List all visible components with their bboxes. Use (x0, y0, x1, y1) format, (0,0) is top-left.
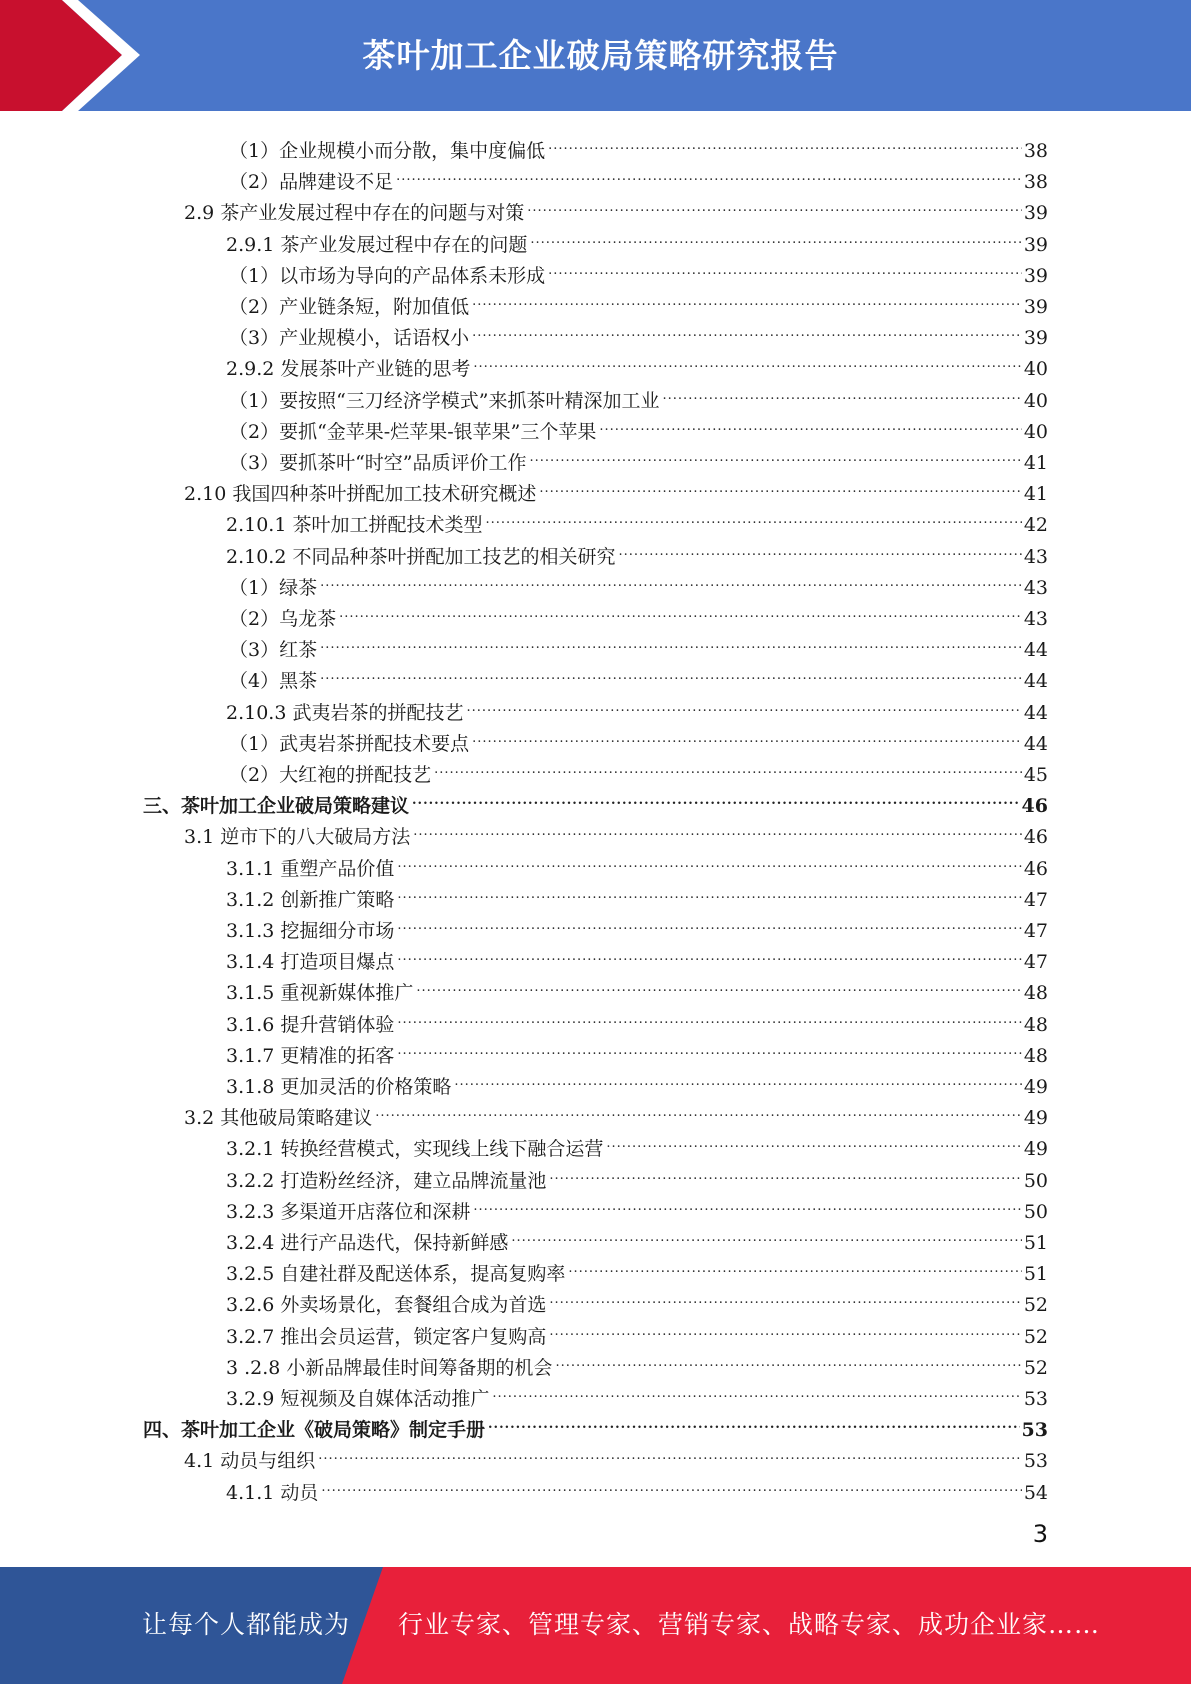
toc-entry[interactable] (226, 1280, 1048, 1317)
toc-entry-page: 43 (1023, 545, 1048, 568)
toc-leader-dots (416, 968, 1021, 999)
toc-entry-page: 43 (1023, 576, 1048, 599)
toc-entry-label: 3.1.5 重视新媒体推广 (226, 982, 414, 1005)
toc-entry[interactable] (226, 1468, 1048, 1504)
toc-entry-page: 52 (1023, 1356, 1048, 1379)
toc-entry-label: 2.10.1 茶叶加工拼配技术类型 (226, 514, 483, 537)
toc-leader-dots (397, 937, 1021, 968)
toc-entry[interactable] (226, 1000, 1048, 1036)
toc-entry-page: 42 (1023, 514, 1048, 537)
page-number: 3 (1032, 1520, 1048, 1548)
toc-leader-dots (320, 625, 1022, 656)
toc-entry-page: 53 (1021, 1419, 1048, 1442)
toc-entry[interactable] (229, 282, 1048, 318)
toc-entry-label: 3.2.9 短视频及自媒体活动推广 (226, 1388, 490, 1410)
toc-entry-page: 44 (1023, 670, 1048, 693)
toc-entry-label: 3.2.7 推出会员运营，锁定客户复购高 (226, 1325, 547, 1348)
toc-leader-dots (472, 282, 1022, 313)
toc-leader-dots (397, 875, 1021, 906)
toc-leader-dots (339, 594, 1022, 625)
toc-entry[interactable] (229, 563, 1048, 599)
toc-entry-label: 2.9 茶产业发展过程中存在的问题与对策 (184, 202, 525, 225)
toc-entry-page: 48 (1023, 982, 1048, 1005)
toc-entry-page: 39 (1023, 202, 1048, 225)
toc-entry[interactable] (226, 968, 1048, 1005)
toc-entry-label: 4.1 动员与组织 (184, 1450, 316, 1473)
toc-entry-label: 3.1.6 提升营销体验 (226, 1013, 395, 1036)
toc-entry-page: 46 (1021, 795, 1048, 818)
toc-entry[interactable] (226, 1343, 1048, 1379)
toc-entry[interactable] (143, 1405, 1048, 1442)
toc-leader-dots (511, 1218, 1021, 1249)
toc-entry[interactable] (143, 781, 1048, 818)
toc-leader-dots (492, 1374, 1021, 1405)
toc-entry-page: 39 (1023, 264, 1048, 287)
toc-entry-page: 44 (1023, 701, 1048, 724)
toc-leader-dots (549, 1312, 1021, 1343)
toc-entry-label: （2）品牌建设不足 (229, 171, 394, 194)
toc-entry-page: 53 (1023, 1388, 1048, 1410)
toc-entry[interactable] (226, 532, 1048, 568)
toc-entry-page: 43 (1023, 608, 1048, 630)
toc-leader-dots (548, 126, 1022, 157)
toc-leader-dots (434, 750, 1022, 781)
toc-entry-label: 三、茶叶加工企业破局策略建议 (143, 795, 410, 818)
toc-entry[interactable] (229, 438, 1048, 474)
toc-entry-label: 3.2.1 转换经营模式，实现线上线下融合运营 (226, 1138, 604, 1161)
toc-entry-page: 39 (1023, 233, 1048, 256)
toc-entry-label: 3 .2.8 小新品牌最佳时间筹备期的机会 (226, 1356, 553, 1379)
toc-entry[interactable] (229, 407, 1048, 443)
toc-entry-page: 46 (1023, 857, 1048, 880)
toc-entry[interactable] (226, 1031, 1048, 1067)
toc-entry-page: 54 (1023, 1481, 1048, 1504)
toc-entry[interactable] (229, 376, 1048, 412)
toc-entry-label: （1）要按照“三刀经济学模式”来抓茶叶精深加工业 (229, 389, 660, 412)
toc-leader-dots (485, 500, 1021, 531)
toc-leader-dots (375, 1093, 1022, 1124)
toc-entry-label: （3）红茶 (229, 639, 318, 662)
toc-entry-label: 2.9.2 发展茶叶产业链的思考 (226, 358, 471, 381)
toc-entry[interactable] (229, 750, 1048, 786)
toc-entry[interactable] (229, 625, 1048, 662)
toc-entry-label: 3.2.6 外卖场景化，套餐组合成为首选 (226, 1294, 547, 1317)
toc-entry-label: （4）黑茶 (229, 670, 318, 693)
toc-entry-label: 3.1 逆市下的八大破局方法 (184, 826, 411, 849)
toc-entry[interactable] (226, 1187, 1048, 1223)
toc-entry[interactable] (229, 594, 1048, 630)
toc-entry-page: 49 (1023, 1107, 1048, 1130)
toc-entry[interactable] (226, 906, 1048, 942)
toc-entry-label: 3.1.1 重塑产品价值 (226, 857, 395, 880)
toc-entry-page: 47 (1023, 888, 1048, 911)
toc-entry-page: 44 (1023, 639, 1048, 662)
toc-entry-page: 38 (1023, 140, 1048, 162)
toc-entry[interactable] (229, 157, 1048, 194)
toc-entry[interactable] (229, 656, 1048, 693)
toc-leader-dots (454, 1062, 1021, 1093)
toc-leader-dots (549, 1156, 1021, 1187)
toc-entry-label: （3）产业规模小，话语权小 (229, 327, 470, 350)
toc-entry-page: 52 (1023, 1325, 1048, 1348)
toc-entry[interactable] (226, 1374, 1048, 1410)
document-title: 茶叶加工企业破局策略研究报告 (362, 36, 839, 75)
toc-entry-label: 4.1.1 动员 (226, 1481, 319, 1504)
toc-entry-label: （1）以市场为导向的产品体系未形成 (229, 264, 546, 287)
toc-entry-label: 四、茶叶加工企业《破局策略》制定手册 (143, 1419, 486, 1442)
toc-entry-label: 2.10.2 不同品种茶叶拼配加工技艺的相关研究 (226, 545, 616, 568)
toc-entry[interactable] (184, 812, 1048, 849)
toc-entry-page: 46 (1023, 826, 1048, 849)
toc-entry-page: 48 (1023, 1044, 1048, 1067)
page-footer (0, 1567, 1191, 1684)
toc-entry-page: 50 (1023, 1200, 1048, 1223)
toc-leader-dots (530, 220, 1021, 251)
toc-entry[interactable] (226, 220, 1048, 256)
toc-entry-label: （2）大红袍的拼配技艺 (229, 764, 432, 786)
toc-entry-page: 41 (1023, 483, 1048, 506)
toc-entry-page: 39 (1023, 327, 1048, 350)
toc-entry-label: 3.1.7 更精准的拓客 (226, 1044, 395, 1067)
toc-entry-label: 2.10.3 武夷岩茶的拼配技艺 (226, 701, 464, 724)
toc-entry-label: 3.1.3 挖掘细分市场 (226, 920, 395, 942)
toc-leader-dots (397, 1000, 1021, 1031)
footer-slogan-left: 让每个人都能成为 (142, 1610, 351, 1639)
toc-entry[interactable] (226, 1156, 1048, 1192)
toc-entry-label: （3）要抓茶叶“时空”品质评价工作 (229, 452, 527, 474)
toc-entry-page: 51 (1023, 1232, 1048, 1254)
toc-leader-dots (473, 344, 1021, 375)
toc-entry[interactable] (226, 1062, 1048, 1098)
toc-entry-label: （1）绿茶 (229, 576, 318, 599)
toc-entry-page: 49 (1023, 1076, 1048, 1098)
toc-entry-label: 2.9.1 茶产业发展过程中存在的问题 (226, 233, 528, 256)
toc-entry-label: （1）企业规模小而分散，集中度偏低 (229, 140, 546, 162)
toc-entry-page: 40 (1023, 389, 1048, 412)
toc-entry-page: 41 (1023, 452, 1048, 474)
toc-entry[interactable] (226, 1124, 1048, 1161)
toc-entry-label: （2）要抓“金苹果-烂苹果-银苹果”三个苹果 (229, 420, 597, 443)
toc-leader-dots (618, 532, 1021, 563)
toc-leader-dots (527, 188, 1022, 219)
toc-leader-dots (539, 469, 1021, 500)
toc-leader-dots (396, 157, 1022, 188)
toc-entry[interactable] (229, 126, 1048, 162)
toc-entry-page: 49 (1023, 1138, 1048, 1161)
toc-entry-page: 45 (1023, 764, 1048, 786)
toc-leader-dots (413, 812, 1022, 843)
toc-leader-dots (599, 407, 1021, 438)
toc-leader-dots (397, 1031, 1021, 1062)
toc-entry-label: （2）乌龙茶 (229, 608, 337, 630)
toc-entry-label: 3.2.2 打造粉丝经济，建立品牌流量池 (226, 1169, 547, 1192)
toc-leader-dots (548, 251, 1022, 282)
toc-entry-label: 3.2 其他破局策略建议 (184, 1107, 373, 1130)
toc-entry-page: 50 (1023, 1169, 1048, 1192)
toc-entry-page: 47 (1023, 951, 1048, 974)
toc-leader-dots (568, 1249, 1021, 1280)
toc-leader-dots (549, 1280, 1021, 1311)
toc-leader-dots (473, 1187, 1021, 1218)
toc-leader-dots (663, 376, 1022, 407)
toc-entry[interactable] (184, 1093, 1048, 1130)
toc-leader-dots (472, 313, 1022, 344)
toc-leader-dots (320, 563, 1022, 594)
toc-leader-dots (412, 781, 1020, 812)
toc-entry[interactable] (226, 937, 1048, 974)
toc-entry[interactable] (226, 344, 1048, 381)
toc-entry-label: 3.1.4 打造项目爆点 (226, 951, 395, 974)
toc-entry-label: 3.1.8 更加灵活的价格策略 (226, 1076, 452, 1098)
toc-entry[interactable] (184, 188, 1048, 225)
toc-entry-page: 48 (1023, 1013, 1048, 1036)
toc-entry[interactable] (184, 469, 1048, 506)
toc-entry-page: 39 (1023, 296, 1048, 318)
toc-entry-label: 3.2.3 多渠道开店落位和深耕 (226, 1200, 471, 1223)
toc-entry-page: 47 (1023, 920, 1048, 942)
toc-entry[interactable] (229, 251, 1048, 287)
toc-entry[interactable] (229, 719, 1048, 755)
toc-entry-label: （1）武夷岩茶拼配技术要点 (229, 732, 470, 755)
toc-entry[interactable] (184, 1436, 1048, 1473)
toc-entry[interactable] (226, 844, 1048, 880)
toc-leader-dots (397, 844, 1021, 875)
toc-entry-label: （2）产业链条短，附加值低 (229, 296, 470, 318)
toc-entry-label: 3.2.4 进行产品迭代，保持新鲜感 (226, 1232, 509, 1254)
toc-entry-page: 40 (1023, 358, 1048, 381)
toc-leader-dots (318, 1436, 1022, 1467)
footer-slogan-right: 行业专家、管理专家、营销专家、战略专家、成功企业家…… (398, 1610, 1101, 1639)
toc-leader-dots (555, 1343, 1021, 1374)
toc-entry[interactable] (226, 500, 1048, 537)
toc-entry[interactable] (226, 1249, 1048, 1286)
toc-leader-dots (472, 719, 1022, 750)
toc-entry-page: 51 (1023, 1263, 1048, 1286)
toc-entry-page: 52 (1023, 1294, 1048, 1317)
toc-entry-label: 3.1.2 创新推广策略 (226, 888, 395, 911)
toc-entry-label: 3.2.5 自建社群及配送体系，提高复购率 (226, 1263, 566, 1286)
toc-leader-dots (321, 1468, 1021, 1499)
toc-entry[interactable] (226, 1312, 1048, 1348)
toc-entry-page: 38 (1023, 171, 1048, 194)
toc-entry-page: 53 (1023, 1450, 1048, 1473)
toc-entry[interactable] (226, 688, 1048, 724)
toc-leader-dots (397, 906, 1021, 937)
toc-entry-page: 40 (1023, 420, 1048, 443)
toc-leader-dots (606, 1124, 1021, 1155)
toc-entry[interactable] (229, 313, 1048, 350)
toc-entry-label: 2.10 我国四种茶叶拼配加工技术研究概述 (184, 483, 537, 506)
page-header (0, 0, 1191, 111)
toc-leader-dots (488, 1405, 1020, 1436)
toc-leader-dots (320, 656, 1022, 687)
toc-entry[interactable] (226, 875, 1048, 911)
toc-entry[interactable] (226, 1218, 1048, 1254)
toc-leader-dots (466, 688, 1021, 719)
toc-entry-page: 44 (1023, 732, 1048, 755)
toc-leader-dots (530, 438, 1022, 469)
